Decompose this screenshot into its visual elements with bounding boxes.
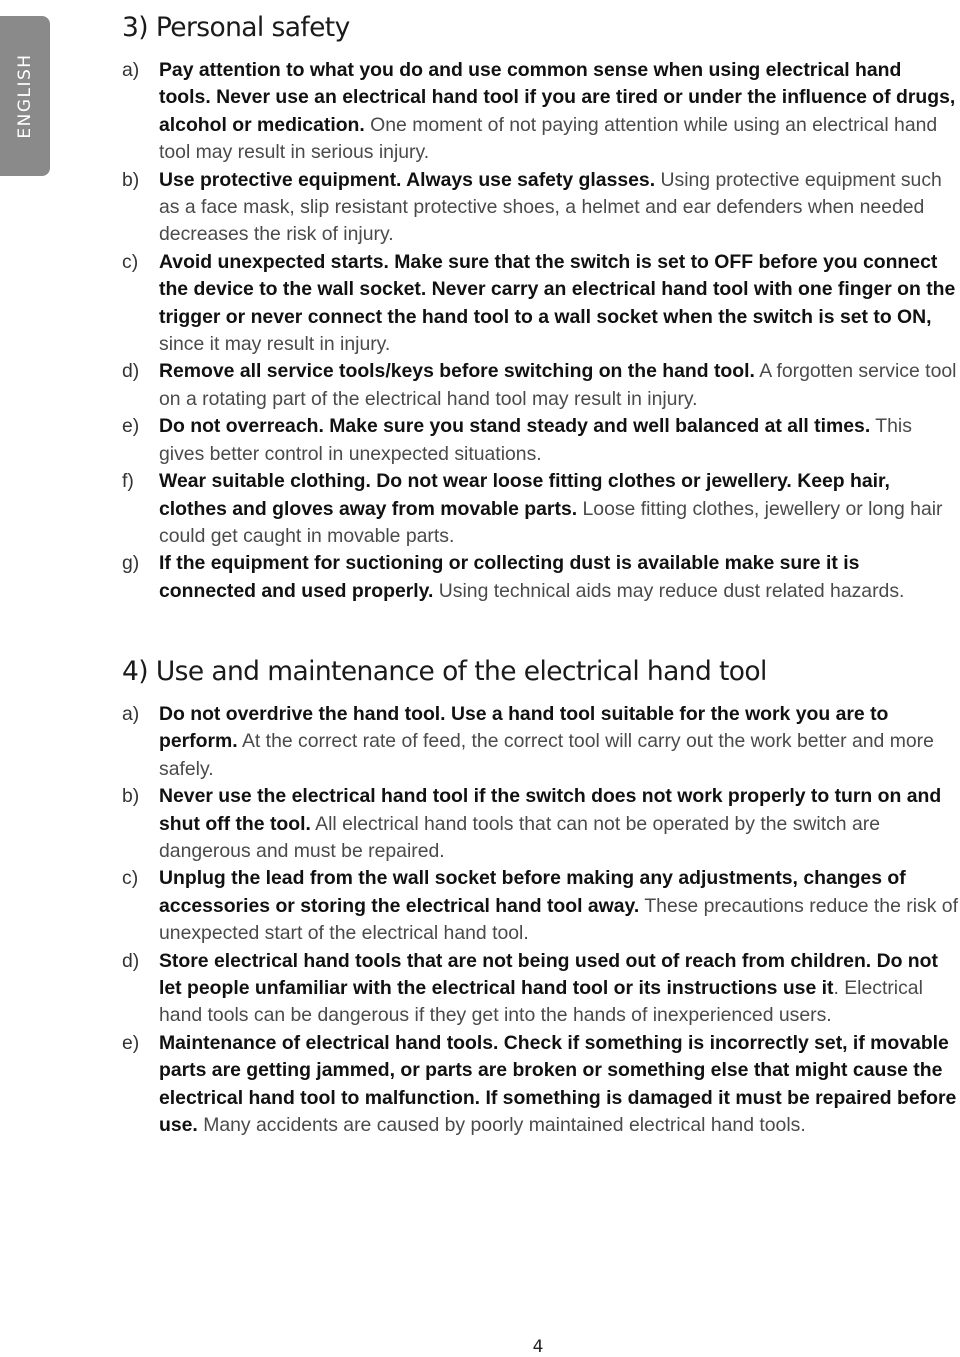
list-item [122,249,958,359]
list-item [122,468,958,550]
list-item [122,865,958,947]
item-plain-text: Loose fitting clothes, jewellery or long hair could get caught in movable parts. [159,497,943,547]
section-title: 4) Use and maintenance of the electrical hand tool [122,656,767,687]
item-plain-text: This gives better control in unexpected situations. [159,415,912,465]
list-item [122,413,958,468]
item-letter: e) [122,1031,140,1054]
item-plain-text: All electrical hand tools that can not be operated by the switch are dangerous and must be repaired. [159,812,880,863]
item-bold-text: Wear suitable clothing. Do not wear loose fitting clothes or jewellery. Keep hair, clothes and gloves away from movable parts. [159,470,890,520]
item-letter: f) [122,470,134,493]
item-text [159,57,958,167]
list-item [122,550,958,605]
item-text [159,783,958,865]
item-letter: e) [122,415,140,438]
item-bold-text: Never use the electrical hand tool if the switch does not work properly to turn on and shut off the tool. [159,785,942,835]
item-text [159,701,958,783]
item-letter: d) [122,949,140,972]
item-bold-text: Pay attention to what you do and use common sense when using electrical hand tools. Never use an electrical hand tool if you are tired or under the influence of drugs, alcohol or medication. [159,59,956,136]
item-bold-text: Remove all service tools/keys before switching on the hand tool. [159,360,755,383]
item-plain-text: Using technical aids may reduce dust related hazards. [433,579,905,602]
section-personal-safety [122,8,958,605]
list-item [122,948,958,1030]
item-bold-text: Use protective equipment. Always use safety glasses. [159,168,656,191]
item-text [159,865,958,947]
language-tab [0,16,50,176]
item-text [159,468,958,550]
item-plain-text: Using protective equipment such as a face mask, slip resistant protective shoes, a helmet and ear defenders when needed decreases the risk of injury. [159,168,942,246]
item-letter: b) [122,168,140,191]
item-plain-text: Many accidents are caused by poorly maintained electrical hand tools. [197,1114,806,1137]
item-text [159,358,958,413]
item-plain-text: These precautions reduce the risk of unexpected start of the electrical hand tool. [159,894,958,945]
list-item [122,701,958,783]
item-bold-text: Do not overreach. Make sure you stand steady and well balanced at all times. [159,415,871,438]
item-text [159,550,958,605]
item-plain-text: . Electrical hand tools can be dangerous if they get into the hands of inexperienced users. [159,977,923,1027]
item-bold-text: Store electrical hand tools that are not being used out of reach from children. Do not let people unfamiliar with the electrical hand tool or its instructions use it [159,949,938,1000]
item-text [159,249,958,359]
item-letter: c) [122,250,139,273]
item-text [159,948,958,1030]
item-bold-text: Do not overdrive the hand tool. Use a hand tool suitable for the work you are to perform. [159,703,889,753]
item-letter: a) [122,703,140,725]
page-number: 4 [532,1337,544,1357]
item-letter: b) [122,785,140,808]
item-letter: c) [122,867,139,890]
instruction-list [122,57,958,605]
section-use-and-maintenance [122,652,958,1140]
list-item [122,783,958,865]
item-letter: g) [122,552,140,575]
language-label: ENGLISH [15,53,35,139]
item-bold-text: Avoid unexpected starts. Make sure that the switch is set to OFF before you connect the device to the wall socket. Never carry an electrical hand tool with one finger on the trigger or never connect the hand tool to a wall socket when the switch is set to ON, [159,250,956,328]
instruction-list [122,701,958,1140]
item-text [159,413,958,468]
list-item [122,57,958,167]
item-plain-text: One moment of not paying attention while using an electrical hand tool may result in serious injury. [159,113,938,164]
item-plain-text: A forgotten service tool on a rotating part of the electrical hand tool may result in injury. [159,360,957,410]
item-plain-text: since it may result in injury. [159,333,391,356]
item-text [159,1030,958,1140]
item-bold-text: Maintenance of electrical hand tools. Check if something is incorrectly set, if movable parts are getting jammed, or parts are broken or something else that might cause the electrical hand tool to malfunction. If something is damaged it must be repaired before use. [159,1031,957,1137]
item-letter: a) [122,59,140,81]
list-item [122,1030,958,1140]
item-bold-text: If the equipment for suctioning or collecting dust is available make sure it is connected and used properly. [159,552,860,602]
list-item [122,167,958,249]
list-item [122,358,958,413]
item-text [159,167,958,249]
item-letter: d) [122,360,140,383]
item-plain-text: At the correct rate of feed, the correct tool will carry out the work better and more safely. [159,730,934,780]
section-title: 3) Personal safety [122,12,350,43]
item-bold-text: Unplug the lead from the wall socket before making any adjustments, changes of accessories or storing the electrical hand tool away. [159,867,906,917]
